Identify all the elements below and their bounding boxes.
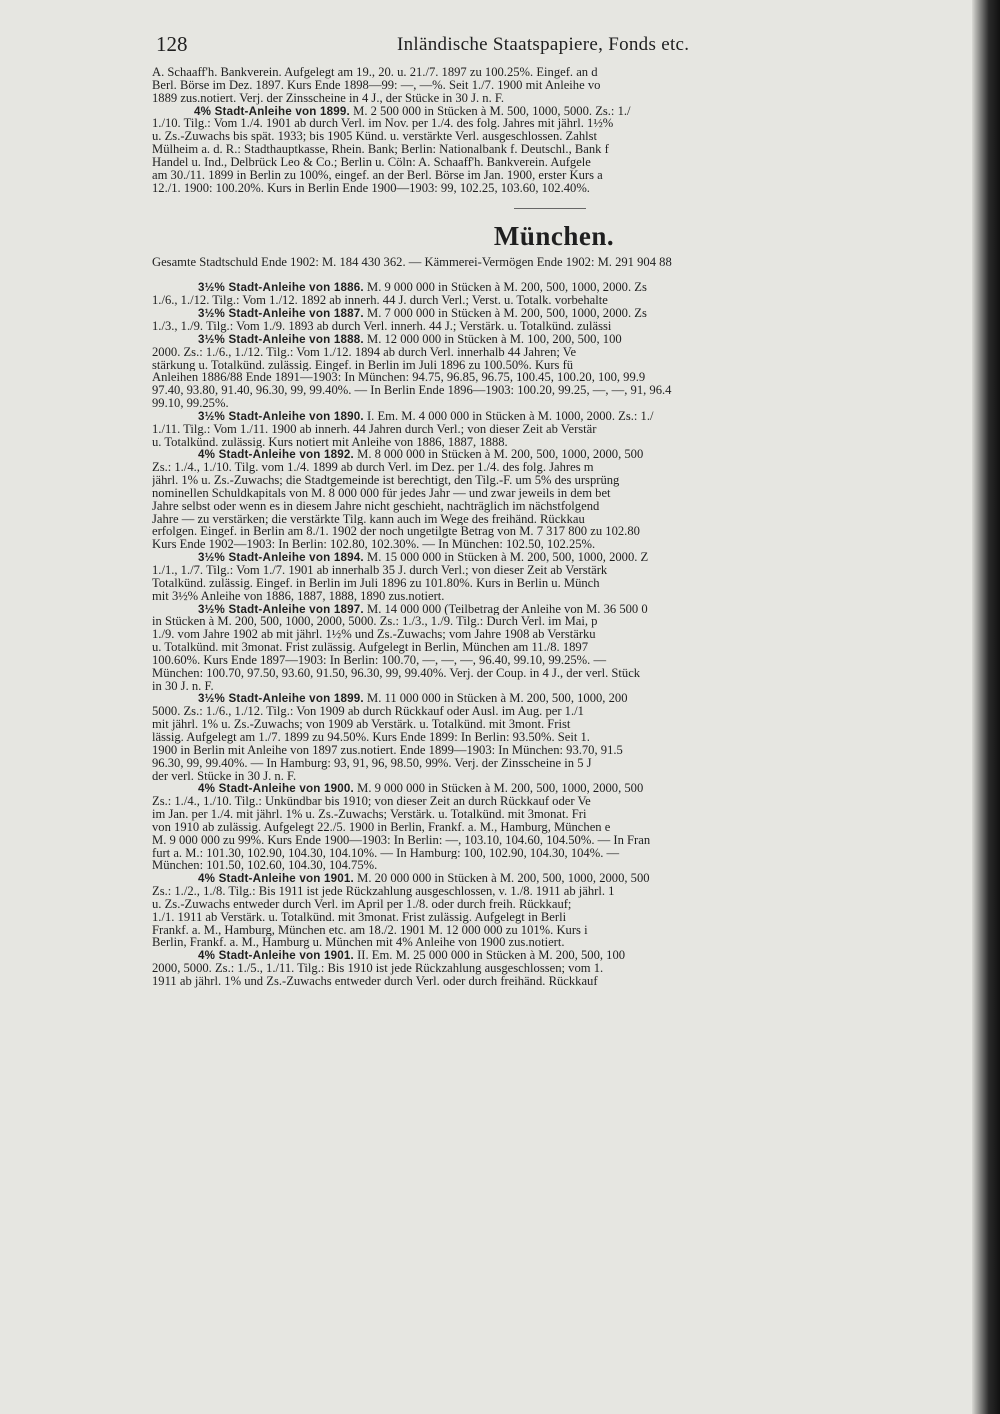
page-number: 128 [156, 32, 188, 56]
text-line: 1./1. 1911 ab Verstärk. u. Totalkünd. mit 3monat. Frist zulässig. Aufgelegt in Berli [152, 910, 567, 924]
text-line: stärkung u. Totalkünd. zulässig. Eingef. in Berlin im Juli 1896 zu 100.50%. Kurs fü [152, 358, 574, 372]
text-line: Jahre selbst oder wenn es in diesem Jahre nicht geschieht, nachträglich im nächstfolgend [152, 499, 600, 513]
text-line: 1./3., 1./9. Tilg.: Vom 1./9. 1893 ab durch Verl. innerh. 44 J.; Verstärk. u. Totalkünd. zulässi [152, 319, 612, 333]
entry-heading: 3½% Stadt-Anleihe von 1888. [198, 332, 364, 346]
text-fragment: M. 11 000 000 in Stücken à M. 200, 500, 1000, 200 [363, 692, 628, 706]
entry-first-line [152, 105, 956, 118]
text-line: der verl. Stücke in 30 J. n. F. [152, 769, 297, 783]
text-line: 1889 zus.notiert. Verj. der Zinsscheine in 4 J., der Stücke in 30 J. n. F. [152, 91, 505, 105]
entry-first-line [152, 307, 956, 320]
entry-first-line [152, 949, 956, 962]
entry-first-line [152, 692, 956, 705]
text-line: Handel u. Ind., Delbrück Leo & Co.; Berlin u. Cöln: A. Schaaff'h. Bankverein. Aufgele [152, 155, 591, 169]
entry-heading: 3½% Stadt-Anleihe von 1899. [198, 692, 364, 706]
section-divider [514, 208, 586, 209]
text-fragment: M. 7 000 000 in Stücken à M. 200, 500, 1000, 2000. Zs [363, 307, 647, 320]
text-line: Zs.: 1./4., 1./10. Tilg.: Unkündbar bis 1910; von dieser Zeit an durch Rückkauf oder Ve [152, 795, 591, 809]
book-page [152, 28, 956, 988]
text-line: am 30./11. 1899 in Berlin zu 100%, eingef. an der Berl. Börse im Jan. 1900, erster Kurs a [152, 168, 603, 182]
text-line: u. Zs.-Zuwachs entweder durch Verl. im April per 1./8. oder durch freih. Rückkauf; [152, 897, 572, 911]
entry-heading: 3½% Stadt-Anleihe von 1886. [198, 281, 364, 295]
text-line: 96.30, 99, 99.40%. — In Hamburg: 93, 91, 96, 98.50, 99%. Verj. der Zinsscheine in 5 J [152, 756, 592, 770]
text-line: mit 3½% Anleihe von 1886, 1887, 1888, 1890 zus.notiert. [152, 589, 445, 603]
running-title: Inländische Staatspapiere, Fonds etc. [397, 34, 690, 55]
page-header [152, 28, 956, 60]
section-subtitle: Gesamte Stadtschuld Ende 1902: M. 184 430 362. — Kämmerei-Vermögen Ende 1902: M. 291 904 88 [152, 256, 672, 270]
text-line: von 1910 ab zulässig. Aufgelegt 22./5. 1900 in Berlin, Frankf. a. M., Hamburg, München e [152, 820, 611, 834]
text-fragment: M. 14 000 000 (Teilbetrag der Anleihe von M. 36 500 0 [363, 602, 648, 616]
entry-heading: 4% Stadt-Anleihe von 1901. [198, 872, 354, 886]
text-line: Berl. Börse im Dez. 1897. Kurs Ende 1898—99: —, —%. Seit 1./7. 1900 mit Anleihe vo [152, 78, 601, 92]
text-line: A. Schaaff'h. Bankverein. Aufgelegt am 19., 20. u. 21./7. 1897 zu 100.25%. Eingef. an d [152, 66, 598, 79]
text-line: Berlin, Frankf. a. M., Hamburg u. München mit 4% Anleihe von 1900 zus.notiert. [152, 936, 565, 950]
scan-edge [972, 0, 1000, 1414]
text-fragment: II. Em. M. 25 000 000 in Stücken à M. 200, 500, 100 [353, 949, 626, 963]
text-line: erfolgen. Eingef. in Berlin am 8./1. 1902 der noch ungetilgte Betrag von M. 7 317 800 zu 102.80 [152, 525, 640, 539]
entry-heading: 4% Stadt-Anleihe von 1899. [194, 104, 350, 118]
text-line: 1900 in Berlin mit Anleihe von 1897 zus.notiert. Ende 1899—1903: In München: 93.70, 91.5 [152, 743, 623, 757]
text-line: im Jan. per 1./4. mit jährl. 1% u. Zs.-Zuwachs; Verstärk. u. Totalkünd. mit 3monat. Fri [152, 808, 587, 821]
text-fragment: M. 20 000 000 in Stücken à M. 200, 500, 1000, 2000, 500 [353, 872, 650, 886]
text-line: 1./6., 1./12. Tilg.: Vom 1./12. 1892 ab innerh. 44 J. durch Verl.; Verst. u. Totalk. vorbehalte [152, 294, 608, 308]
entry-heading: 3½% Stadt-Anleihe von 1894. [198, 551, 364, 564]
section-title: München. [493, 221, 615, 252]
text-line: München: 100.70, 97.50, 93.60, 91.50, 96.30, 99, 99.40%. Verj. der Coup. in 4 J., der verl. Stück [152, 666, 641, 680]
entry-first-line [152, 281, 956, 294]
text-line: lässig. Aufgelegt am 1./7. 1899 zu 94.50%. Kurs Ende 1899: In Berlin: 93.50%. Seit 1. [152, 730, 590, 744]
entry-heading: 4% Stadt-Anleihe von 1901. [198, 949, 354, 963]
intro-block [152, 66, 956, 194]
entry-first-line [152, 551, 956, 564]
text-line: 100.60%. Kurs Ende 1897—1903: In Berlin: 100.70, —, —, —, 96.40, 99.10, 99.25%. — [152, 653, 607, 667]
entry-heading: 3½% Stadt-Anleihe von 1897. [198, 602, 364, 616]
text-line: 1911 ab jährl. 1% und Zs.-Zuwachs entweder durch Verl. oder durch freihänd. Rückkauf [152, 975, 598, 988]
text-line: 5000. Zs.: 1./6., 1./12. Tilg.: Von 1909 ab durch Rückkauf oder Ausl. im Aug. per 1./1 [152, 705, 584, 719]
text-line: mit jährl. 1% u. Zs.-Zuwachs; von 1909 ab Verstärk. u. Totalkünd. mit 3mont. Frist [152, 718, 571, 731]
text-line: jährl. 1% u. Zs.-Zuwachs; die Stadtgemeinde ist berechtigt, den Tilg.-F. um 5% des ursprüng [152, 474, 620, 487]
entry-first-line [152, 603, 956, 616]
text-line: M. 9 000 000 zu 99%. Kurs Ende 1900—1903: In Berlin: —, 103.10, 104.60, 104.50%. — In Fran [152, 833, 651, 847]
text-line: 1./10. Tilg.: Vom 1./4. 1901 ab durch Verl. im Nov. per 1./4. des folg. Jahres mit jährl. 1½% [152, 117, 614, 131]
entry-heading: 3½% Stadt-Anleihe von 1887. [198, 307, 364, 320]
text-line: u. Zs.-Zuwachs bis spät. 1933; bis 1905 Künd. u. verstärkte Verl. ausgeschlossen. Zahlst [152, 130, 598, 144]
text-line: Zs.: 1./4., 1./10. Tilg. vom 1./4. 1899 ab durch Verl. im Dez. per 1./4. des folg. Jahres m [152, 461, 594, 475]
text-line: Anleihen 1886/88 Ende 1891—1903: In München: 94.75, 96.85, 96.75, 100.45, 100.20, 100, 99.9 [152, 371, 646, 385]
text-fragment: M. 8 000 000 in Stücken à M. 200, 500, 1000, 2000, 500 [353, 448, 644, 462]
text-line: Zs.: 1./2., 1./8. Tilg.: Bis 1911 ist jede Rückzahlung ausgeschlossen, v. 1./8. 1911 ab jährl. 1 [152, 885, 615, 898]
entry-heading: 4% Stadt-Anleihe von 1892. [198, 448, 354, 462]
text-line: Frankf. a. M., Hamburg, München etc. am 18./2. 1901 M. 12 000 000 zu 101%. Kurs i [152, 923, 588, 937]
text-fragment: I. Em. M. 4 000 000 in Stücken à M. 1000, 2000. Zs.: 1./ [363, 409, 654, 423]
text-fragment: M. 12 000 000 in Stücken à M. 100, 200, 500, 100 [363, 332, 622, 346]
text-line: 12./1. 1900: 100.20%. Kurs in Berlin Ende 1900—1903: 99, 102.25, 103.60, 102.40%. [152, 181, 590, 195]
text-fragment: M. 2 500 000 in Stücken à M. 500, 1000, 5000. Zs.: 1./ [349, 104, 631, 118]
entry-heading: 3½% Stadt-Anleihe von 1890. [198, 409, 364, 423]
text-line: 97.40, 93.80, 91.40, 96.30, 99, 99.40%. — In Berlin Ende 1896—1903: 100.20, 99.25, —, —, 91, 96.4 [152, 384, 672, 398]
text-line: Kurs Ende 1902—1903: In Berlin: 102.80, 102.30%. — In München: 102.50, 102.25%. [152, 538, 596, 552]
text-line: 99.10, 99.25%. [152, 397, 229, 410]
text-fragment: M. 9 000 000 in Stücken à M. 200, 500, 1000, 2000, 500 [353, 782, 644, 796]
entry-heading: 4% Stadt-Anleihe von 1900. [198, 782, 354, 796]
text-line: nominellen Schuldkapitals von M. 8 000 000 für jedes Jahr — und zwar jeweils in dem bet [152, 486, 611, 500]
text-line: furt a. M.: 101.30, 102.90, 104.30, 104.10%. — In Hamburg: 100, 102.90, 104.30, 104%. — [152, 846, 620, 860]
text-line: München: 101.50, 102.60, 104.30, 104.75%. [152, 859, 378, 873]
entry-first-line [152, 872, 956, 885]
text-line: Mülheim a. d. R.: Stadthauptkasse, Rhein. Bank; Berlin: Nationalbank f. Deutschl., Bank f [152, 143, 609, 156]
text-fragment: M. 9 000 000 in Stücken à M. 200, 500, 1000, 2000. Zs [363, 281, 647, 295]
text-line: in 30 J. n. F. [152, 679, 214, 693]
entries-list [152, 281, 956, 987]
text-line: u. Totalkünd. zulässig. Kurs notiert mit Anleihe von 1886, 1887, 1888. [152, 435, 508, 449]
entry-first-line [152, 782, 956, 795]
text-line: in Stücken à M. 200, 500, 1000, 2000, 5000. Zs.: 1./3., 1./9. Tilg.: Durch Verl. im Mai, p [152, 615, 598, 629]
text-line: Jahre — zu verstärken; die verstärkte Tilg. kann auch im Wege des freihänd. Rückkau [152, 512, 585, 526]
text-line: 2000, 5000. Zs.: 1./5., 1./11. Tilg.: Bis 1910 ist jede Rückzahlung ausgeschlossen; vom 1. [152, 962, 604, 975]
text-fragment: M. 15 000 000 in Stücken à M. 200, 500, 1000, 2000. Z [363, 551, 649, 564]
text-line: 1./11. Tilg.: Vom 1./11. 1900 ab innerh. 44 Jahren durch Verl.; von dieser Zeit ab Verstär [152, 422, 597, 436]
entry-first-line [152, 448, 956, 461]
entry-first-line [152, 410, 956, 423]
text-line: Totalkünd. zulässig. Eingef. in Berlin im Juli 1896 zu 101.80%. Kurs in Berlin u. Münch [152, 576, 600, 590]
text-line: 1./9. vom Jahre 1902 ab mit jährl. 1½% und Zs.-Zuwachs; vom Jahre 1908 ab Verstärku [152, 628, 596, 642]
text-line: u. Totalkünd. mit 3monat. Frist zulässig. Aufgelegt in Berlin, München am 11./8. 1897 [152, 641, 589, 654]
text-line: 1./1., 1./7. Tilg.: Vom 1./7. 1901 ab innerhalb 35 J. durch Verl.; von dieser Zeit ab Verstärk [152, 564, 608, 577]
entry-first-line [152, 333, 956, 346]
text-line: 2000. Zs.: 1./6., 1./12. Tilg.: Vom 1./12. 1894 ab durch Verl. innerhalb 44 Jahren; Ve [152, 345, 577, 359]
